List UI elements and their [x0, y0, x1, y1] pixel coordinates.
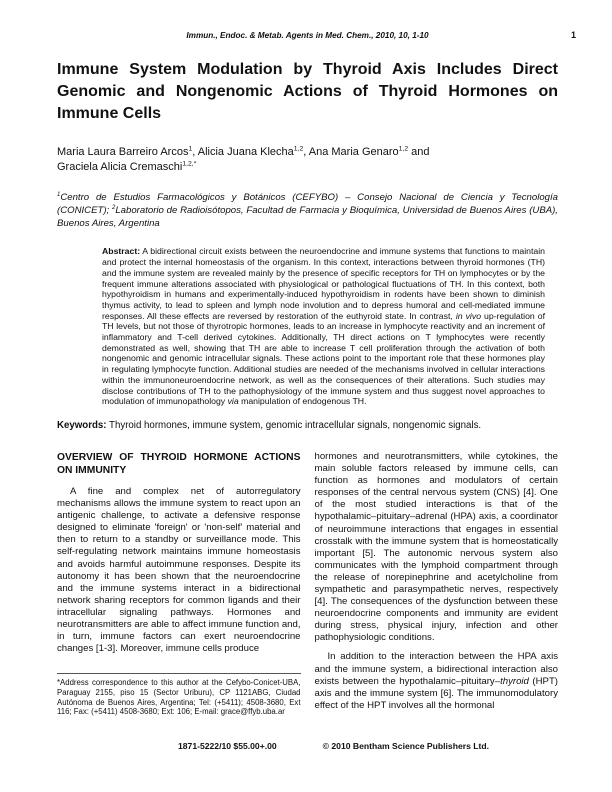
affiliations: $^1$Centro de Estudios Farmacológicos y Botánicos (CEFYBO) – Consejo Nacional de Ciencia y Tecnología (CONICET); $^2$Laboratorio de Radioisótopos, Facultad de Farmacia y Bioquímica, Universidad de Buenos Aires (UBA), Buenos Aires, Argentina [57, 191, 558, 229]
page-footer [55, 741, 612, 752]
abstract-text: Abstract: A bidirectional circuit exists between the neuroendocrine and immune systems that functions to maintain and protect the internal homeostasis of the organism. In this context, interactions between thyroid hormones (TH) and the immune system are revealed mainly by the presence of specific receptors for TH on lymphocytes or by the frequent immune alterations associated with physiological or pathological fluctuations of TH. In this context, both hypothyroidism in humans and experimentally-induced hypothyroidism in rodents have been shown to diminish thymus activity, to lead to spleen and lymph node involution and to depress humoral and cell-mediated immune responses. All these effects are reversed by restoration of the euthyroid state. In contrast, in vivo up-regulation of TH levels, but not those of thyrotropic hormones, leads to an increase in lymphocyte reactivity and an increment of inflammatory and T-cell derived cytokines. Additionally, TH direct actions on T lymphocytes were recently demonstrated as well, showing that TH are able to increase T cell proliferation through the activation of both nongenomic and genomic intracellular signals. These actions point to the important role that these hormones play in regulating lymphocyte function. Additional studies are needed of the mechanisms involved in cellular interactions within the immunoneuroendocrine network, as well as the consequences of their alterations. Such studies may disclose contributions of TH to the pathophysiology of the immune system and thus suggest novel approaches to modulation of immunopathology via manipulation of endogenous TH. [102, 246, 545, 407]
page-header [57, 30, 576, 44]
keywords-line: Keywords: Thyroid hormones, immune system, genomic intracellular signals, nongenomic signals. [57, 419, 482, 431]
content-columns [57, 451, 558, 717]
section-heading: OVERVIEW OF THYROID HORMONE ACTIONS ON IMMUNITY [57, 451, 301, 477]
page-number: 1 [570, 30, 576, 40]
article-title: Immune System Modulation by Thyroid Axis Includes Direct Genomic and Nongenomic Actions of Thyroid Hormones on Immune Cells [57, 61, 558, 122]
right-column [315, 451, 559, 717]
issn-price: 1871-5222/10 $55.00+.00 [177, 741, 277, 751]
body-paragraph-right-2: In addition to the interaction between the HPA axis and the immune system, a bidirectional interaction also exists between the hypothalamic–pituitary–thyroid (HPT) axis and the immune system [6]. The immunomodulatory effect of the HPT involves all the hormonal [314, 651, 559, 711]
body-paragraph-right-1: hormones and neurotransmitters, while cytokines, the main soluble factors released by immune cells, can function as hormones and modulators of certain responses of the central nervous system (CNS) [4]. One of the most studied interactions is that of the hypothalamic–pituitary–adrenal (HPA) axis, a coordinator of neuroimmune interactions that engages in essential crosstalk with the immune system that is homeostatically important [5]. The autonomic nervous system also communicates with the lymphoid compartment through the release of norepinephrine and acetylcholine from sympathetic and parasympathetic nerves, respectively [4]. The consequences of the dysfunction between these neuroendocrine components and immunity are evident during stress, physical injury, infection and other pathophysiologic conditions. [314, 450, 558, 644]
left-column [57, 451, 301, 717]
authors-line: Maria Laura Barreiro Arcos$^1$, Alicia Juana Klecha$^{1,2}$, Ana Maria Genaro$^{1,2}$ and Graciela Alicia Cremaschi$^{1,2,*}$ [57, 145, 430, 173]
copyright-notice: © 2010 Bentham Science Publishers Ltd. [322, 741, 489, 751]
journal-citation: Immun., Endoc. & Metab. Agents in Med. Chem., 2010, 10, 1-10 [186, 31, 429, 40]
body-paragraph-left: A fine and complex net of autorregulatory mechanisms allows the immune system to react upon an antigenic challenge, to activate a defensive response designed to eliminate 'foreign' or 'non-self' material and then to return to a standby or surveillance mode. This self-regulating network maintains immune homeostasis and avoids harmful autoimmune responses. Despite its autonomy it has been shown that the neuroendocrine and the immune systems interact in a bidirectional network sharing receptors for common ligands and their intracellular signaling pathways. Hormones and neurotransmitters are able to affect immune function and, in turn, immune factors can exert neuroendocrine changes [1-3]. Moreover, immune cells produce [57, 485, 301, 655]
correspondence-footnote: *Address correspondence to this author at the Cefybo-Conicet-UBA, Paraguay 2155, piso 15 (Sector Uriburu), CP 1121ABG, Ciudad Autónoma de Buenos Aires, Argentina; Tel: (+5411); 4508-3680, Ext 116; Fax: (+5411) 4508-3680; Ext: 106; E-mail: grace@ffyb.uba.ar [57, 673, 301, 717]
